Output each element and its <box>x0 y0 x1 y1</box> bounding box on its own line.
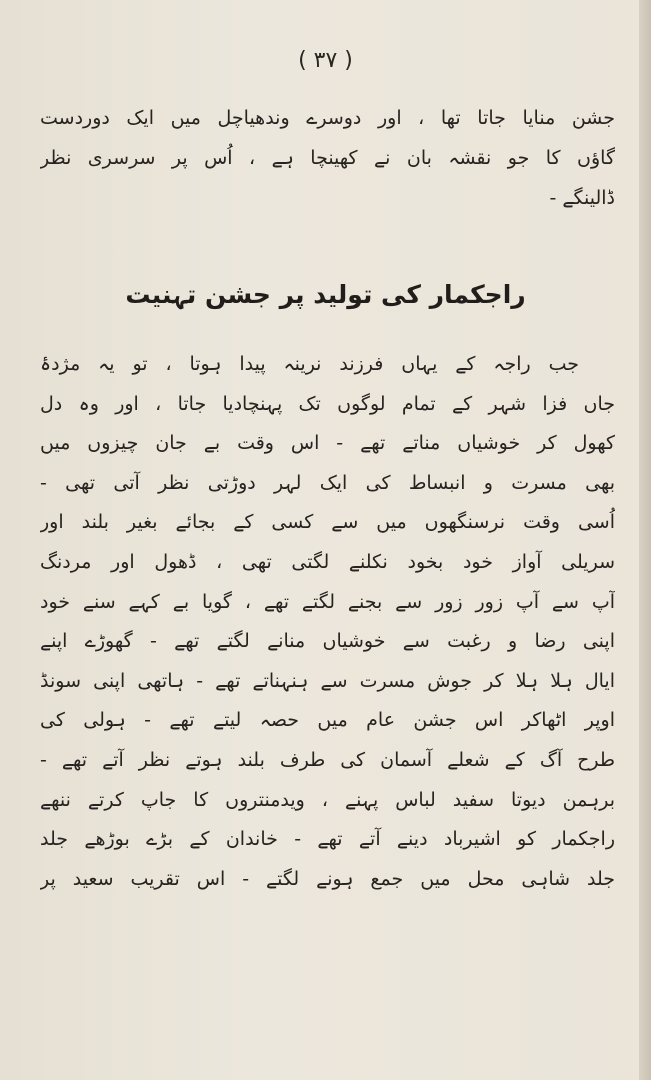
text-line: ایال ہلا ہلا کر جوش مسرت سے ہنہناتے تھے - ہاتھی اپنی سونڈ <box>40 669 615 692</box>
text-line: طرح آگ کے شعلے آسمان کی طرف بلند ہوتے نظر آتے تھے - <box>40 748 615 771</box>
text-line: بھی مسرت و انبساط کی ایک لہر دوڑتی نظر آتی تھی - <box>40 471 615 494</box>
intro-paragraph <box>40 98 615 218</box>
section-paragraph <box>40 345 615 899</box>
text-line: جاں فزا شہر کے تمام لوگوں تک پہنچادیا جاتا ، اور وہ دل <box>40 392 615 415</box>
page-number: ( ۳۷ ) <box>298 48 353 73</box>
page-edge-shadow <box>639 0 651 1080</box>
text-line: جب راجہ کے یہاں فرزند نرینہ پیدا ہوتا ، تو یہ مژدۂ <box>40 353 579 375</box>
text-line: سریلی آواز خود بخود نکلنے لگتی تھی ، ڈھول اور مردنگ <box>40 550 615 573</box>
text-line: راجکمار کو اشیرباد دینے آتے تھے - خاندان کے بڑے بوڑھے جلد <box>40 828 615 851</box>
text-line: آپ سے آپ زور زور سے بجنے لگتے تھے ، گویا بے کہے سنے خود <box>40 590 615 613</box>
text-line: گاؤں کا جو نقشہ بان نے کھینچا ہے ، اُس پر سرسری نظر <box>40 147 615 169</box>
section-heading: راجکمار کی تولید پر جشن تہنیت <box>125 280 526 309</box>
text-line: کھول کر خوشیاں مناتے تھے - اس وقت بے جان چیزوں میں <box>40 432 615 455</box>
text-line: اوپر اٹھاکر اس جشن عام میں حصہ لیتے تھے - ہولی کی <box>40 709 615 732</box>
text-line: جلد شاہی محل میں جمع ہونے لگتے - اس تقریب سعید پر <box>40 867 615 890</box>
text-line: برہمن دیوتا سفید لباس پہنے ، ویدمنتروں کا جاپ کرتے ننھے <box>40 788 615 811</box>
text-line: اپنی رضا و رغبت سے خوشیاں منانے لگتے تھے - گھوڑے اپنے <box>40 630 615 653</box>
text-line: جشن منایا جاتا تھا ، اور دوسرے وندھیاچل میں ایک دوردست <box>40 107 615 129</box>
text-line: اُسی وقت نرسنگھوں میں سے کسی کے بجائے بغیر بلند اور <box>40 511 615 534</box>
text-line: ڈالینگے - <box>549 187 615 209</box>
